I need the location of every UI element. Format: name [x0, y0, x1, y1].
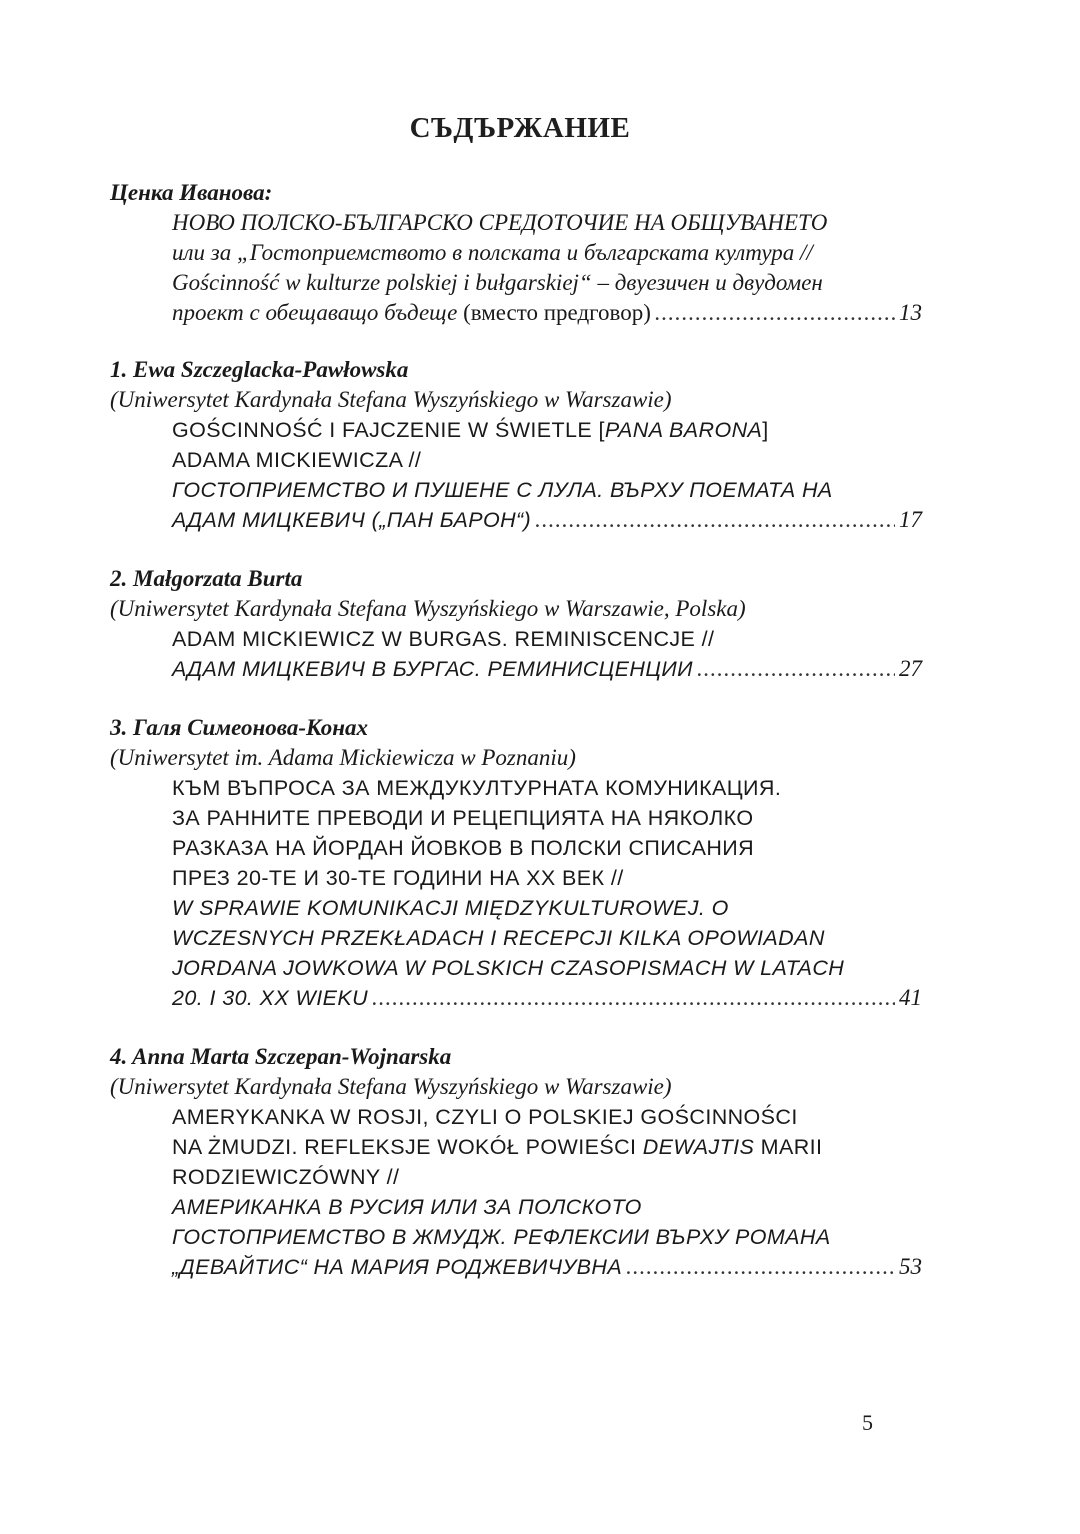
entry-title-block	[172, 773, 922, 1013]
dot-leader	[697, 654, 895, 684]
page-reference[interactable]: 53	[899, 1254, 922, 1279]
toc-entry-4	[110, 1042, 922, 1282]
entry-title-line: Gościnność w kulturze polskiej i bułgarskiej“ – двуезичен и двудомен	[172, 270, 823, 295]
dot-leader	[655, 298, 895, 328]
dot-leader	[372, 983, 895, 1013]
page-reference[interactable]: 17	[899, 507, 922, 532]
entry-title-block	[172, 208, 922, 328]
page-number: 5	[862, 1410, 873, 1435]
entry-title-line: или за „Гостоприемството в полската и българската култура //	[172, 240, 813, 265]
entry-last-line	[172, 983, 922, 1013]
entry-title-line: ADAMA MICKIEWICZA //	[172, 448, 422, 472]
entry-title-line: JORDANA JOWKOWA W POLSKICH CZASOPISMACH W LATACH	[172, 956, 845, 980]
toc-entry-intro	[110, 178, 922, 328]
entry-affiliation: (Uniwersytet Kardynała Stefana Wyszyńskiego w Warszawie, Polska)	[110, 596, 746, 621]
entry-title-note: (вместо предговор)	[457, 300, 651, 325]
entry-title-line: АДАМ МИЦКЕВИЧ („ПАН БАРОН“)	[172, 508, 532, 532]
entry-author: 3. Галя Симеонова-Конах	[110, 715, 369, 740]
entry-affiliation: (Uniwersytet Kardynała Stefana Wyszyńskiego w Warszawie)	[110, 387, 672, 412]
entry-author: Ценка Иванова:	[110, 180, 273, 205]
page-reference[interactable]: 41	[899, 985, 922, 1010]
dot-leader	[535, 505, 895, 535]
toc-entry-3	[110, 713, 922, 1013]
entry-title-block	[172, 624, 922, 684]
entry-title-line: ADAM MICKIEWICZ W BURGAS. REMINISCENCJE //	[172, 627, 715, 651]
entry-title-line: ПРЕЗ 20-ТЕ И 30-ТЕ ГОДИНИ НА XX ВЕК //	[172, 866, 624, 890]
entry-title-line: НОВО ПОЛСКО-БЪЛГАРСКО СРЕДОТОЧИЕ НА ОБЩУВАНЕТО	[172, 210, 828, 235]
entry-title-block	[172, 1102, 922, 1282]
entry-title-line: RODZIEWICZÓWNY //	[172, 1165, 400, 1189]
entry-title-line: КЪМ ВЪПРОСА ЗА МЕЖДУКУЛТУРНАТА КОМУНИКАЦИЯ.	[172, 776, 782, 800]
entry-title-block	[172, 415, 922, 535]
entry-last-line	[172, 298, 922, 328]
entry-title-line: W SPRAWIE KOMUNIKACJI MIĘDZYKULTUROWEJ. O	[172, 896, 729, 920]
entry-title-line: AMERYKANKA W ROSJI, CZYLI O POLSKIEJ GOŚCINNOŚCI	[172, 1105, 798, 1129]
entry-title-line: „ДЕВАЙТИС“ НА МАРИЯ РОДЖЕВИЧУВНА	[172, 1255, 623, 1279]
toc-entry-1	[110, 355, 922, 535]
entry-title-line: ГОСТОПРИЕМСТВО В ЖМУДЖ. РЕФЛЕКСИИ ВЪРХУ РОМАНА	[172, 1225, 831, 1249]
entry-title-line: АМЕРИКАНКА В РУСИЯ ИЛИ ЗА ПОЛСКОТО	[172, 1195, 642, 1219]
page-reference[interactable]: 27	[899, 656, 922, 681]
entry-title-line: ГОСТОПРИЕМСТВО И ПУШЕНЕ С ЛУЛА. ВЪРХУ ПОЕМАТА НА	[172, 478, 833, 502]
entry-author: 2. Małgorzata Burta	[110, 566, 303, 591]
entry-last-line	[172, 505, 922, 535]
entry-affiliation: (Uniwersytet Kardynała Stefana Wyszyńskiego w Warszawie)	[110, 1074, 672, 1099]
toc-entry-2	[110, 564, 922, 684]
entry-title-line: проект с обещаващо бъдеще	[172, 300, 458, 325]
entry-last-line	[172, 1252, 922, 1282]
entry-last-line	[172, 654, 922, 684]
entry-title-line: GOŚCINNOŚĆ I FAJCZENIE W ŚWIETLE [PANA BARONA]	[172, 418, 769, 442]
page-reference[interactable]: 13	[899, 300, 922, 325]
entry-title-line: NA ŻMUDZI. REFLEKSJE WOKÓŁ POWIEŚCI DEWAJTIS MARII	[172, 1135, 823, 1159]
dot-leader	[626, 1252, 895, 1282]
toc-title: СЪДЪРЖАНИЕ	[409, 112, 631, 144]
entry-title-line: РАЗКАЗА НА ЙОРДАН ЙОВКОВ В ПОЛСКИ СПИСАНИЯ	[172, 836, 755, 860]
entry-title-line: ЗА РАННИТЕ ПРЕВОДИ И РЕЦЕПЦИЯТА НА НЯКОЛКО	[172, 806, 754, 830]
entry-affiliation: (Uniwersytet im. Adama Mickiewicza w Poznaniu)	[110, 745, 576, 770]
entry-author: 4. Anna Marta Szczepan-Wojnarska	[110, 1044, 452, 1069]
entry-title-line: WCZESNYCH PRZEKŁADACH I RECEPCJI KILKA OPOWIADAN	[172, 926, 825, 950]
entry-author: 1. Ewa Szczeglacka-Pawłowska	[110, 357, 409, 382]
entry-title-line: 20. I 30. XX WIEKU	[172, 986, 368, 1010]
entry-title-line: АДАМ МИЦКЕВИЧ В БУРГАС. РЕМИНИСЦЕНЦИИ	[172, 657, 693, 681]
